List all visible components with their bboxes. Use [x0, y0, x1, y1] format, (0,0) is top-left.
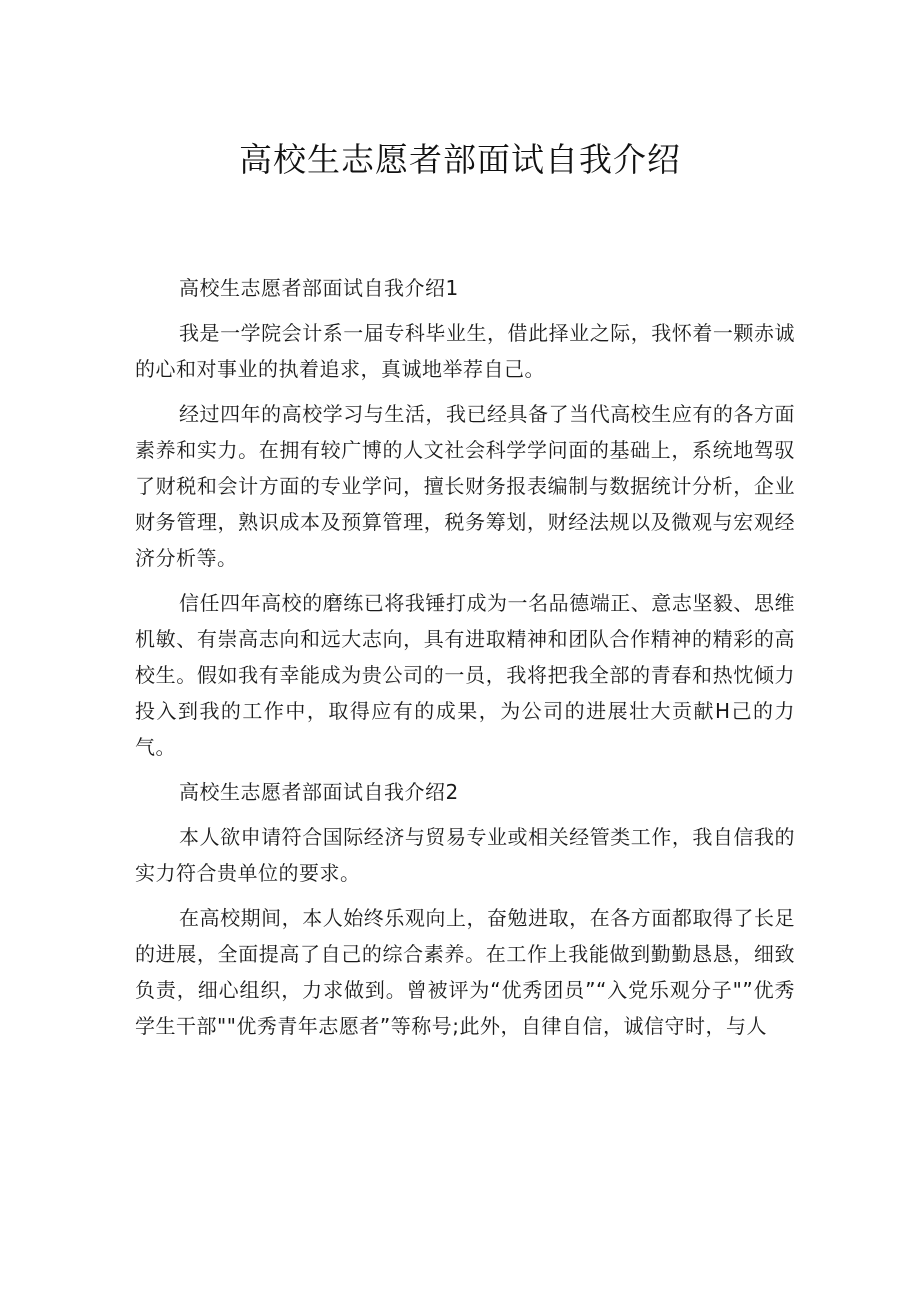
- paragraph: 在高校期间，本人始终乐观向上，奋勉进取，在各方面都取得了长足的进展，全面提高了自己的综合素养。在工作上我能做到勤勤恳恳，细致负责，细心组织，力求做到。曾被评为“优秀团员”“入党乐观分子"”优秀学生干部""优秀青年志愿者”等称号;此外，自律自信，诚信守时，与人: [135, 906, 795, 1038]
- paragraph: 我是一学院会计系一届专科毕业生，借此择业之际，我怀着一颗赤诚的心和对事业的执着追求，真诚地举荐自己。: [135, 321, 795, 381]
- document-body: [135, 270, 795, 1053]
- section-heading-1: 高校生志愿者部面试自我介绍1: [179, 276, 459, 300]
- paragraph: 经过四年的高校学习与生活，我已经具备了当代高校生应有的各方面素养和实力。在拥有较广博的人文社会科学学问面的基础上，系统地驾驭了财税和会计方面的专业学问，擅长财务报表编制与数据统计分析，企业财务管理，熟识成本及预算管理，税务筹划，财经法规以及微观与宏观经济分析等。: [135, 402, 795, 570]
- section-heading-2: 高校生志愿者部面试自我介绍2: [179, 780, 459, 804]
- paragraph: 信任四年高校的磨练已将我锤打成为一名品德端正、意志坚毅、思维机敏、有崇高志向和远大志向，具有进取精神和团队合作精神的精彩的高校生。假如我有幸能成为贵公司的一员，我将把我全部的青春和热忱倾力投入到我的工作中，取得应有的成果，为公司的进展壮大贡献H己的力气。: [135, 591, 795, 759]
- document-title: 高校生志愿者部面试自我介绍: [239, 140, 681, 179]
- paragraph: 本人欲申请符合国际经济与贸易专业或相关经管类工作，我自信我的实力符合贵单位的要求。: [135, 825, 795, 885]
